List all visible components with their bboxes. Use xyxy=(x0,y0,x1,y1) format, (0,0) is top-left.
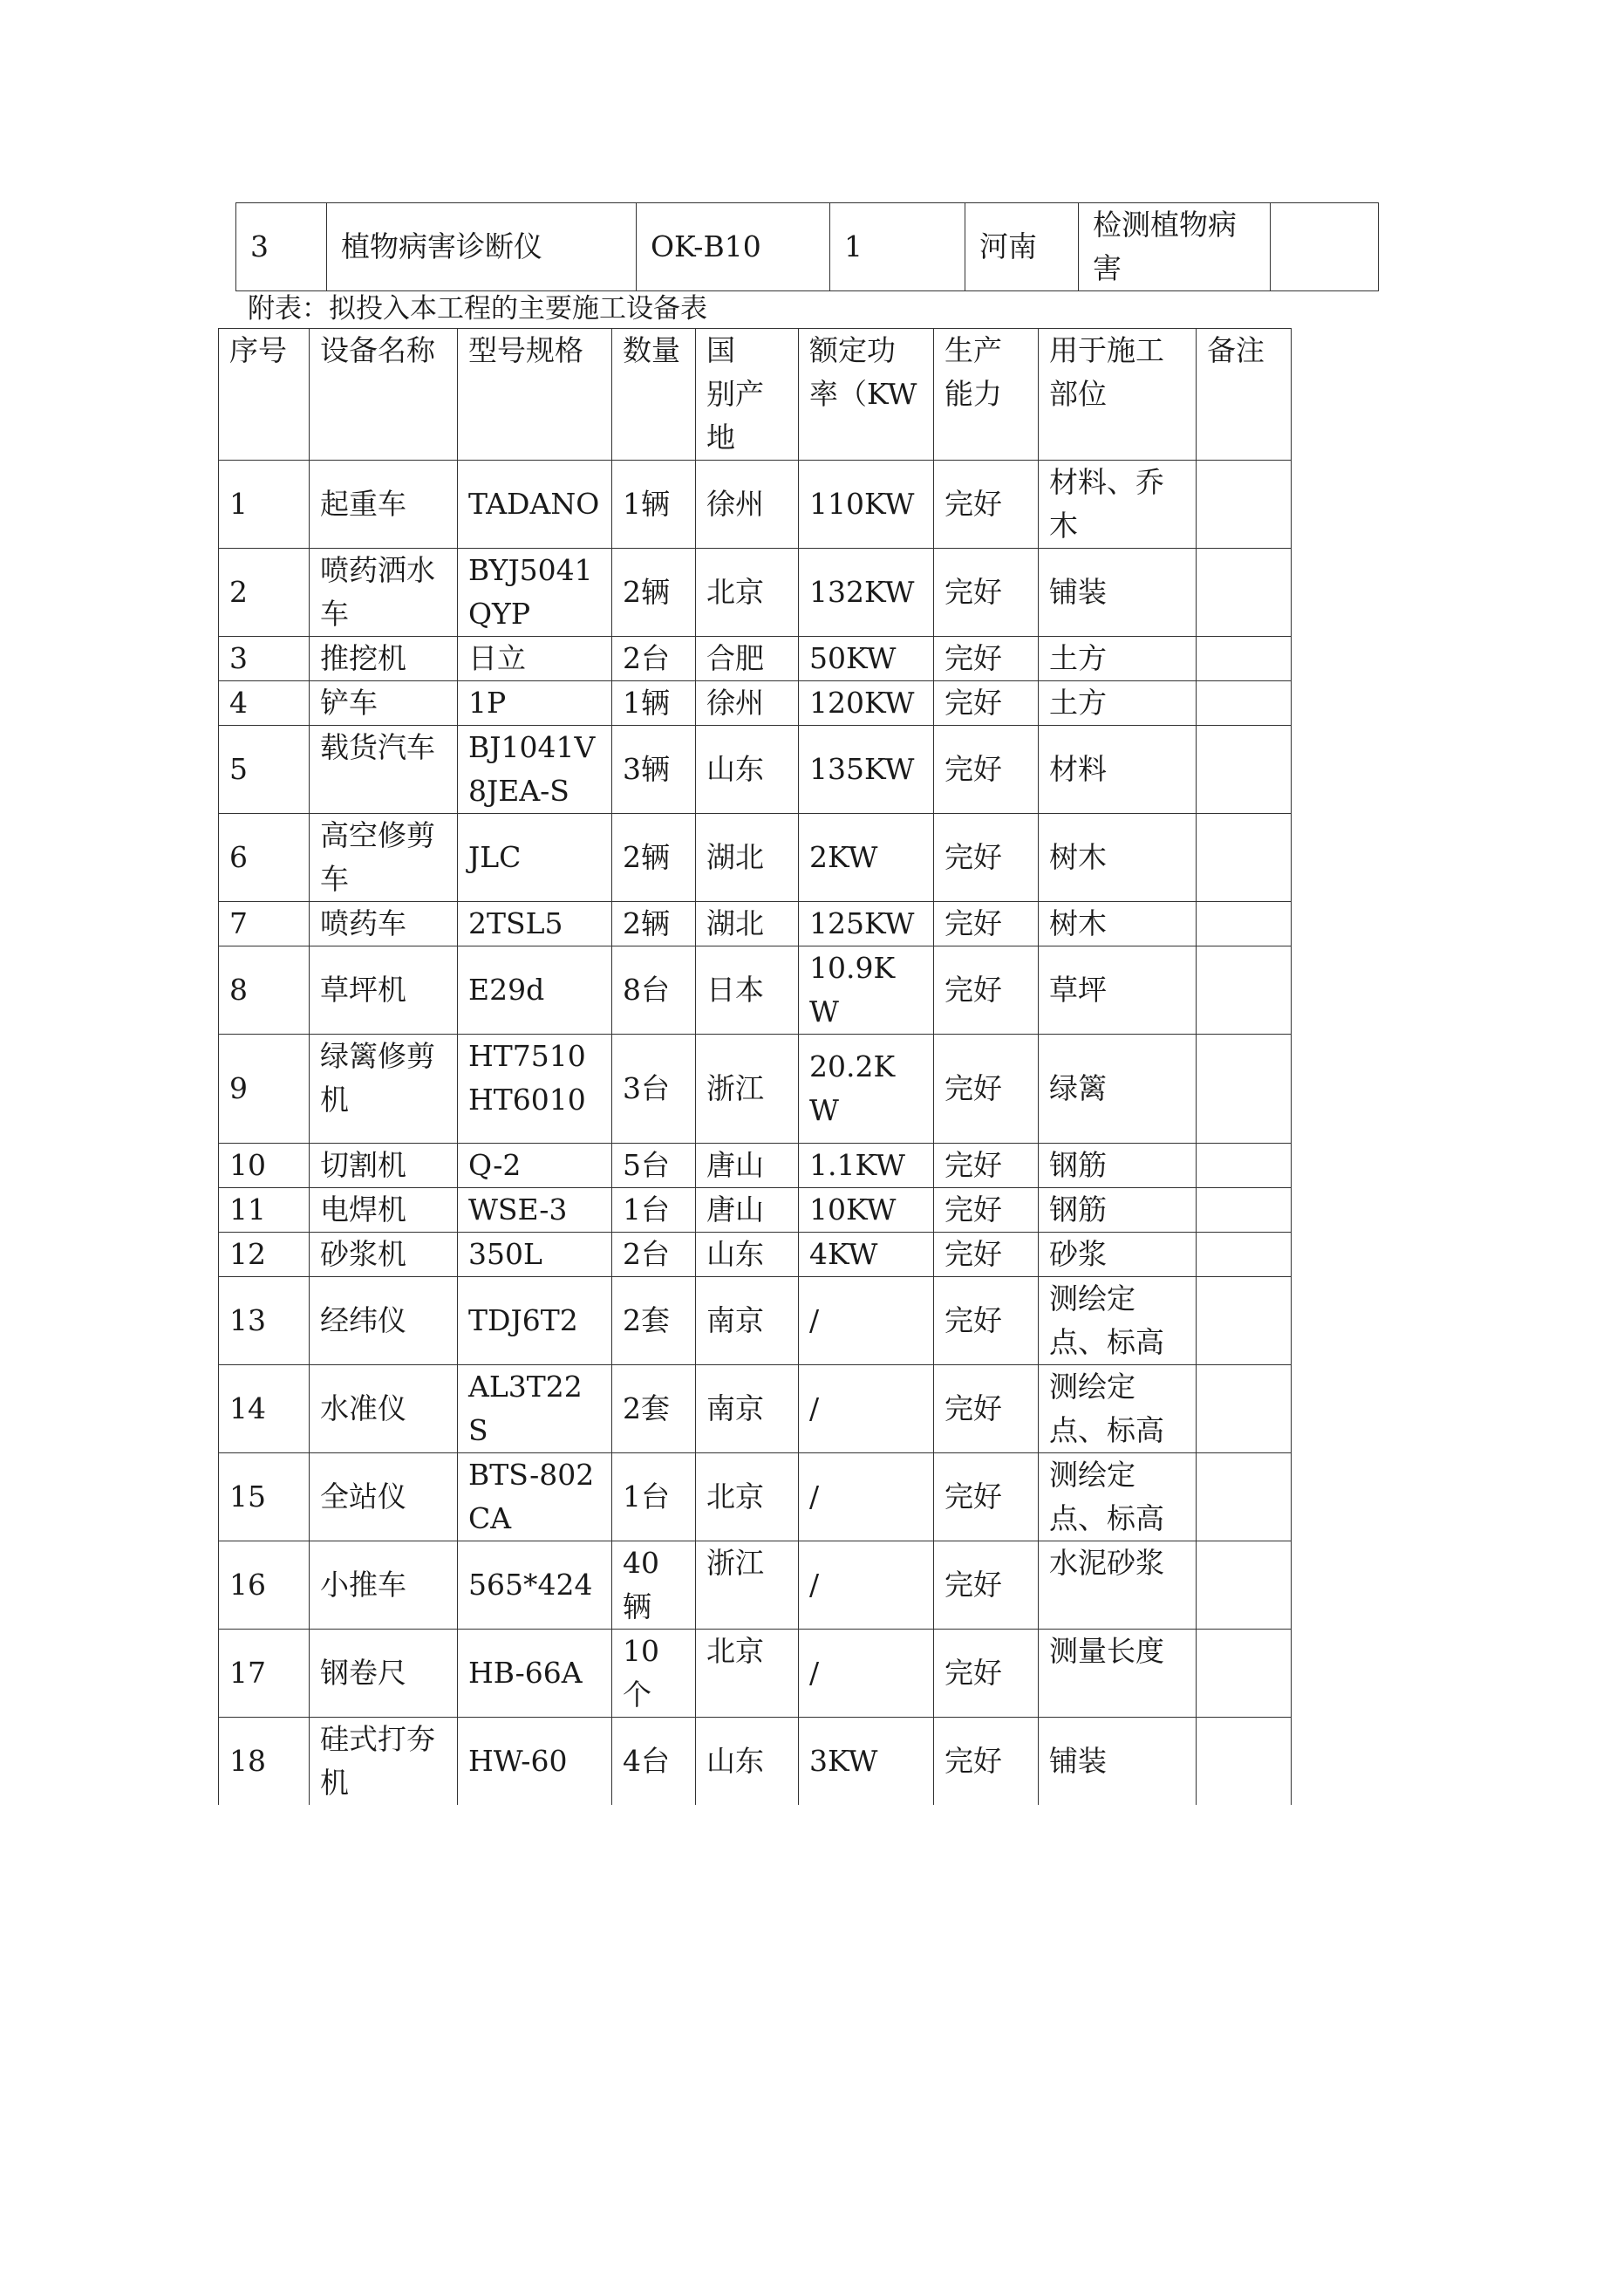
table-cell: 125KW xyxy=(799,902,934,946)
table-cell: 湖北 xyxy=(696,814,799,902)
table-cell: BYJ5041QYP xyxy=(458,549,612,637)
column-header: 国 别产地 xyxy=(696,329,799,461)
table-cell: 10.9KW xyxy=(799,946,934,1035)
table-cell: 2KW xyxy=(799,814,934,902)
table-cell: / xyxy=(799,1630,934,1718)
table-cell: 推挖机 xyxy=(310,637,458,681)
table-cell: BTS-802CA xyxy=(458,1453,612,1541)
table-cell xyxy=(1197,1718,1292,1806)
table-cell: 载货汽车 xyxy=(310,726,458,814)
table-cell: 1 xyxy=(830,203,965,291)
table-row xyxy=(219,549,1292,637)
table-cell xyxy=(1197,681,1292,726)
table-cell: 树木 xyxy=(1039,902,1197,946)
table-cell: OK-B10 xyxy=(637,203,830,291)
table-cell: 10个 xyxy=(612,1630,696,1718)
table-caption: 附表：拟投入本工程的主要施工设备表 xyxy=(248,293,707,325)
table-cell: 完好 xyxy=(934,1233,1039,1277)
table-cell: 16 xyxy=(219,1541,310,1630)
table-cell: Q-2 xyxy=(458,1144,612,1188)
table-cell: 南京 xyxy=(696,1365,799,1453)
table-cell: HT7510HT6010 xyxy=(458,1035,612,1144)
table-cell: 铺装 xyxy=(1039,549,1197,637)
table-cell xyxy=(1197,814,1292,902)
table-cell xyxy=(1197,1365,1292,1453)
table-cell: WSE-3 xyxy=(458,1188,612,1233)
table-cell: 徐州 xyxy=(696,681,799,726)
table-cell: 120KW xyxy=(799,681,934,726)
table-cell: BJ1041V8JEA-S xyxy=(458,726,612,814)
table-cell: 材料 xyxy=(1039,726,1197,814)
table-cell: 完好 xyxy=(934,681,1039,726)
table-cell: 565*424 xyxy=(458,1541,612,1630)
table-cell: 水泥砂浆 xyxy=(1039,1541,1197,1630)
table-cell: 11 xyxy=(219,1188,310,1233)
table-cell: 5 xyxy=(219,726,310,814)
table-cell: 山东 xyxy=(696,1233,799,1277)
table-cell: 完好 xyxy=(934,1541,1039,1630)
table-cell: 完好 xyxy=(934,1718,1039,1806)
table-cell: 2套 xyxy=(612,1365,696,1453)
table-cell: 浙江 xyxy=(696,1541,799,1630)
table-row xyxy=(219,1630,1292,1718)
table-row xyxy=(236,203,1379,291)
table-cell: 13 xyxy=(219,1277,310,1365)
table-row xyxy=(219,1188,1292,1233)
table-cell: 3 xyxy=(236,203,327,291)
table-cell: 132KW xyxy=(799,549,934,637)
table-cell: 完好 xyxy=(934,1453,1039,1541)
table-cell: 徐州 xyxy=(696,461,799,549)
table-cell: 8台 xyxy=(612,946,696,1035)
table-cell: 2TSL5 xyxy=(458,902,612,946)
table-cell: 切割机 xyxy=(310,1144,458,1188)
table-cell: 铲车 xyxy=(310,681,458,726)
table-cell: 草坪 xyxy=(1039,946,1197,1035)
table-cell: 土方 xyxy=(1039,681,1197,726)
table-cell xyxy=(1197,726,1292,814)
table-cell: 完好 xyxy=(934,1365,1039,1453)
table-cell: 完好 xyxy=(934,1630,1039,1718)
table-cell xyxy=(1197,1035,1292,1144)
table-cell: 钢筋 xyxy=(1039,1144,1197,1188)
table-cell: 北京 xyxy=(696,1453,799,1541)
table-cell: 135KW xyxy=(799,726,934,814)
table-cell: 绿篱 xyxy=(1039,1035,1197,1144)
table-row xyxy=(219,637,1292,681)
table-cell: 砂浆机 xyxy=(310,1233,458,1277)
table-cell: JLC xyxy=(458,814,612,902)
table-cell xyxy=(1197,902,1292,946)
table-cell: 湖北 xyxy=(696,902,799,946)
table-cell: 测量长度 xyxy=(1039,1630,1197,1718)
table-cell: 山东 xyxy=(696,726,799,814)
column-header: 数量 xyxy=(612,329,696,461)
table-cell: 完好 xyxy=(934,1035,1039,1144)
table-row xyxy=(219,1453,1292,1541)
table-cell: 1辆 xyxy=(612,461,696,549)
table-cell: HW-60 xyxy=(458,1718,612,1806)
table-cell: 20.2KW xyxy=(799,1035,934,1144)
table-cell xyxy=(1271,203,1379,291)
column-header: 备注 xyxy=(1197,329,1292,461)
table-row xyxy=(219,681,1292,726)
table-row xyxy=(219,726,1292,814)
table-cell: 北京 xyxy=(696,549,799,637)
table-cell: 40辆 xyxy=(612,1541,696,1630)
table-cell: 草坪机 xyxy=(310,946,458,1035)
table-cell: 日本 xyxy=(696,946,799,1035)
table-cell: 测绘定点、标高 xyxy=(1039,1453,1197,1541)
table-cell xyxy=(1197,1233,1292,1277)
table-cell: 经纬仪 xyxy=(310,1277,458,1365)
table-cell: 15 xyxy=(219,1453,310,1541)
table-cell: 完好 xyxy=(934,1277,1039,1365)
table-row xyxy=(219,814,1292,902)
table-row xyxy=(219,1035,1292,1144)
table-cell: 2套 xyxy=(612,1277,696,1365)
table-cell: 2台 xyxy=(612,637,696,681)
table-cell: 14 xyxy=(219,1365,310,1453)
table-cell: 钢卷尺 xyxy=(310,1630,458,1718)
table-cell: 4 xyxy=(219,681,310,726)
table-cell: AL3T22S xyxy=(458,1365,612,1453)
column-header: 生产能力 xyxy=(934,329,1039,461)
table-cell: 钢筋 xyxy=(1039,1188,1197,1233)
table-cell: 绿篱修剪机 xyxy=(310,1035,458,1144)
table-cell: 合肥 xyxy=(696,637,799,681)
table-cell: 18 xyxy=(219,1718,310,1806)
table-cell xyxy=(1197,1541,1292,1630)
table-cell: 检测植物病害 xyxy=(1079,203,1271,291)
table-cell: / xyxy=(799,1277,934,1365)
table-cell: 2辆 xyxy=(612,549,696,637)
table-cell: 1P xyxy=(458,681,612,726)
table-cell: E29d xyxy=(458,946,612,1035)
table-cell: 1.1KW xyxy=(799,1144,934,1188)
table-cell: 河南 xyxy=(965,203,1079,291)
table-cell: TDJ6T2 xyxy=(458,1277,612,1365)
table-cell: 唐山 xyxy=(696,1144,799,1188)
table-cell: 树木 xyxy=(1039,814,1197,902)
column-header: 序号 xyxy=(219,329,310,461)
table-cell: 1辆 xyxy=(612,681,696,726)
table-cell: 完好 xyxy=(934,461,1039,549)
table-cell: 2 xyxy=(219,549,310,637)
table-cell: / xyxy=(799,1541,934,1630)
table-cell: 12 xyxy=(219,1233,310,1277)
table-cell: 110KW xyxy=(799,461,934,549)
table-cell: 完好 xyxy=(934,637,1039,681)
table-cell: 北京 xyxy=(696,1630,799,1718)
table-cell: 3辆 xyxy=(612,726,696,814)
table-cell: 硅式打夯机 xyxy=(310,1718,458,1806)
table-row xyxy=(219,1144,1292,1188)
table-cell: 2辆 xyxy=(612,814,696,902)
table-cell xyxy=(1197,1630,1292,1718)
column-header: 用于施工部位 xyxy=(1039,329,1197,461)
table-cell: 唐山 xyxy=(696,1188,799,1233)
table-cell: 完好 xyxy=(934,1188,1039,1233)
table-row xyxy=(219,1541,1292,1630)
table-cell: 材料、乔木 xyxy=(1039,461,1197,549)
table-cell: 测绘定点、标高 xyxy=(1039,1365,1197,1453)
table-cell xyxy=(1197,946,1292,1035)
table-row xyxy=(219,1277,1292,1365)
table-cell xyxy=(1197,461,1292,549)
table-cell: 2辆 xyxy=(612,902,696,946)
table-cell: 2台 xyxy=(612,1233,696,1277)
table-cell: 土方 xyxy=(1039,637,1197,681)
table-cell: 350L xyxy=(458,1233,612,1277)
table-row xyxy=(219,1718,1292,1806)
table-cell: 1台 xyxy=(612,1453,696,1541)
table-cell: 5台 xyxy=(612,1144,696,1188)
table-cell: 日立 xyxy=(458,637,612,681)
table-row xyxy=(219,1365,1292,1453)
table-cell: 喷药车 xyxy=(310,902,458,946)
table-cell: 小推车 xyxy=(310,1541,458,1630)
table-cell xyxy=(1197,1277,1292,1365)
table-cell: / xyxy=(799,1453,934,1541)
table-cell: 1台 xyxy=(612,1188,696,1233)
table-cell: 9 xyxy=(219,1035,310,1144)
table-cell: 17 xyxy=(219,1630,310,1718)
table-cell: 3台 xyxy=(612,1035,696,1144)
table-cell xyxy=(1197,1453,1292,1541)
table-cell: 铺装 xyxy=(1039,1718,1197,1806)
table-cell: 1 xyxy=(219,461,310,549)
table-cell: 3 xyxy=(219,637,310,681)
table-cell: 南京 xyxy=(696,1277,799,1365)
column-header: 额定功率（KW xyxy=(799,329,934,461)
table-cell xyxy=(1197,549,1292,637)
table-cell: 4KW xyxy=(799,1233,934,1277)
table-cell xyxy=(1197,1188,1292,1233)
table-cell: 完好 xyxy=(934,946,1039,1035)
table-cell: 10 xyxy=(219,1144,310,1188)
table-cell: 3KW xyxy=(799,1718,934,1806)
table-cell: TADANO xyxy=(458,461,612,549)
column-header: 型号规格 xyxy=(458,329,612,461)
table-cell: 完好 xyxy=(934,814,1039,902)
table-cell: 完好 xyxy=(934,902,1039,946)
table-cell: 浙江 xyxy=(696,1035,799,1144)
table-cell: 10KW xyxy=(799,1188,934,1233)
table-cell: 全站仪 xyxy=(310,1453,458,1541)
table-cell: 喷药洒水车 xyxy=(310,549,458,637)
table-cell: 8 xyxy=(219,946,310,1035)
table-row xyxy=(219,461,1292,549)
table-cell: 50KW xyxy=(799,637,934,681)
equipment-table xyxy=(218,328,1292,1805)
table-row xyxy=(219,1233,1292,1277)
table-cell: 6 xyxy=(219,814,310,902)
table-cell: 电焊机 xyxy=(310,1188,458,1233)
table-cell: 山东 xyxy=(696,1718,799,1806)
table-cell: / xyxy=(799,1365,934,1453)
table-cell: 植物病害诊断仪 xyxy=(327,203,637,291)
table-cell: 完好 xyxy=(934,549,1039,637)
table-cell: HB-66A xyxy=(458,1630,612,1718)
table-cell xyxy=(1197,637,1292,681)
table-cell xyxy=(1197,1144,1292,1188)
table-cell: 起重车 xyxy=(310,461,458,549)
table-cell: 完好 xyxy=(934,1144,1039,1188)
table-cell: 4台 xyxy=(612,1718,696,1806)
table-row xyxy=(219,946,1292,1035)
table-row xyxy=(219,902,1292,946)
column-header: 设备名称 xyxy=(310,329,458,461)
instrument-table xyxy=(235,202,1379,291)
table-cell: 完好 xyxy=(934,726,1039,814)
table-header-row xyxy=(219,329,1292,461)
table-cell: 7 xyxy=(219,902,310,946)
table-cell: 高空修剪车 xyxy=(310,814,458,902)
table-cell: 测绘定点、标高 xyxy=(1039,1277,1197,1365)
table-cell: 砂浆 xyxy=(1039,1233,1197,1277)
table-cell: 水准仪 xyxy=(310,1365,458,1453)
